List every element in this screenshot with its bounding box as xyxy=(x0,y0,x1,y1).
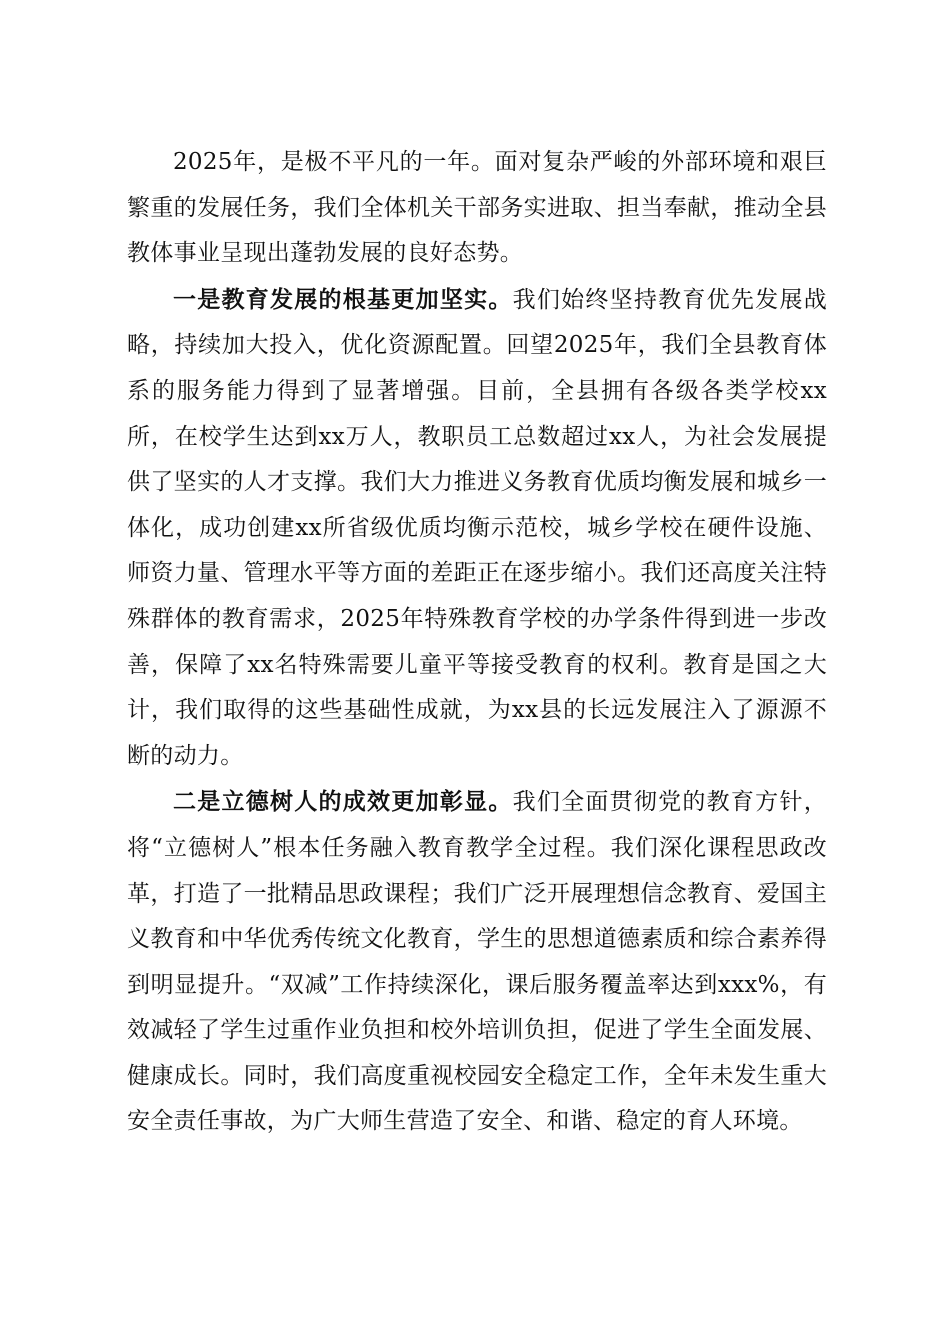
paragraph-intro xyxy=(127,140,827,277)
paragraph-education-foundation-text: 我们始终坚持教育优先发展战略，持续加大投入，优化资源配置。回望2025年，我们全县教育体系的服务能力得到了显著增强。目前，全县拥有各级各类学校xx所，在校学生达到xx万人，教职员工总数超过xx人，为社会发展提供了坚实的人才支撑。我们大力推进义务教育优质均衡发展和城乡一体化，成功创建xx所省级优质均衡示范校，城乡学校在硬件设施、师资力量、管理水平等方面的差距正在逐步缩小。我们还高度关注特殊群体的教育需求，2025年特殊教育学校的办学条件得到进一步改善，保障了xx名特殊需要儿童平等接受教育的权利。教育是国之大计，我们取得的这些基础性成就，为xx县的长远发展注入了源源不断的动力。 xyxy=(127,286,827,769)
paragraph-intro-text: 2025年，是极不平凡的一年。面对复杂严峻的外部环境和艰巨繁重的发展任务，我们全体机关干部务实进取、担当奉献，推动全县教体事业呈现出蓬勃发展的良好态势。 xyxy=(127,149,827,267)
paragraph-education-foundation-heading: 一是教育发展的根基更加坚实。 xyxy=(173,285,513,313)
document-body xyxy=(127,140,827,1145)
paragraph-moral-education xyxy=(127,779,827,1145)
paragraph-moral-education-heading: 二是立德树人的成效更加彰显。 xyxy=(173,788,513,816)
paragraph-moral-education-text: 我们全面贯彻党的教育方针，将“立德树人”根本任务融入教育教学全过程。我们深化课程思政改革，打造了一批精品思政课程；我们广泛开展理想信念教育、爱国主义教育和中华优秀传统文化教育，学生的思想道德素质和综合素养得到明显提升。“双减”工作持续深化，课后服务覆盖率达到xxx%，有效减轻了学生过重作业负担和校外培训负担，促进了学生全面发展、健康成长。同时，我们高度重视校园安全稳定工作，全年未发生重大安全责任事故，为广大师生营造了安全、和谐、稳定的育人环境。 xyxy=(127,789,827,1135)
paragraph-education-foundation xyxy=(127,277,827,780)
